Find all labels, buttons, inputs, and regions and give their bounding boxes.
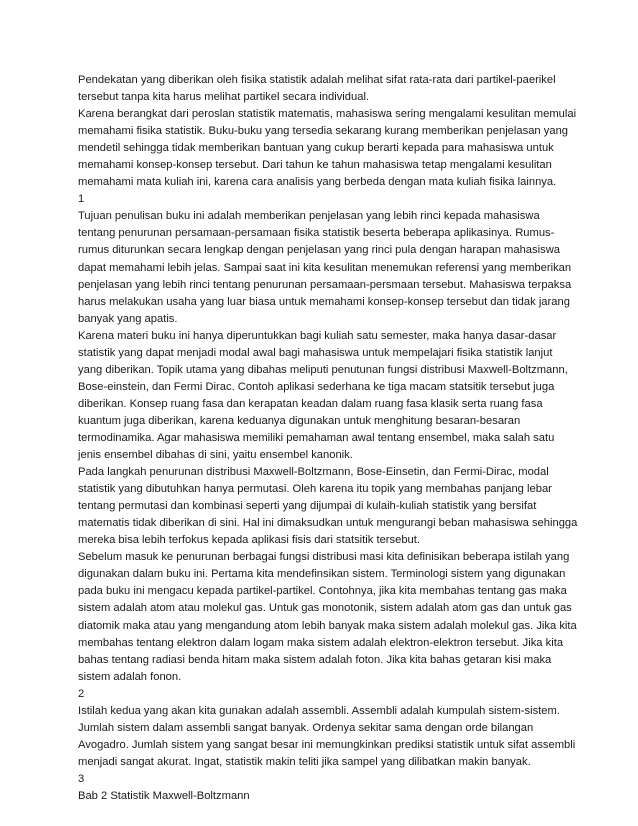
paragraph-purpose: Tujuan penulisan buku ini adalah memberikan penjelasan yang lebih rinci kepada mahasiswa tentang penurunan persamaan-persamaan fisika statistik beserta beberapa aplikasinya. Rumus-rumus diturunkan secara lengkap dengan penjelasan yang rinci pula dengan harapan mahasiswa dapat memahami lebih jelas. Sampai saat ini kita kesulitan menemukan referensi yang memberikan penjelasan yang lebih rinci tentang penurunan persamaan-persmaan tersebut. Mahasiswa terpaksa harus melakukan usaha yang luar biasa untuk memahami konsep-konsep tersebut dan tidak jarang banyak yang apatis. xyxy=(78,210,572,325)
paragraph-permutation: Pada langkah penurunan distribusi Maxwell-Boltzmann, Bose-Einsetin, dan Fermi-Dirac, modal statistik yang dibutuhkan hanya permutasi. Oleh karena itu topik yang membahas panjang lebar tentang permutasi dan kombinasi seperti yang dijumpai di kulaih-kuliah statistik yang bersifat matematis tidak diberikan di sini. Hal ini dimaksudkan untuk mengurangi beban mahasiswa sehingga mereka bisa lebih terfokus kepada aplikasi fisis dari statsitik tersebut. xyxy=(78,466,578,547)
page-number-1: 1 xyxy=(78,193,85,206)
chapter-heading: Bab 2 Statistik Maxwell-Boltzmann xyxy=(78,789,250,802)
paragraph-intro: Pendekatan yang diberikan oleh fisika statistik adalah melihat sifat rata-rata dari partikel-paerikel tersebut tanpa kita harus melihat partikel secara individual. xyxy=(78,74,556,104)
page-number-3: 3 xyxy=(78,772,85,785)
paragraph-system-definition: Sebelum masuk ke penurunan berbagai fungsi distribusi masi kita definisikan beberapa istilah yang digunakan dalam buku ini. Pertama kita mendefinsikan sistem. Terminologi sistem yang digunakan pada buku ini mengacu kepada partikel-partikel. Contohnya, jika kita membahas tentang gas maka sistem adalah atom atau molekul gas. Untuk gas monotonik, sistem adalah atom gas dan untuk gas diatomik maka atau yang mengandung atom lebih banyak maka sistem adalah molekul gas. Jika kita membahas tentang elektron dalam logam maka sistem adalah elektron-elektron tersebut. Jika kita bahas tentang radiasi benda hitam maka sistem adalah foton. Jika kita bahas getaran kisi maka sistem adalah fonon. xyxy=(78,551,577,683)
page-number-2: 2 xyxy=(78,687,85,700)
paragraph-difficulty: Karena berangkat dari peroslan statistik matematis, mahasiswa sering mengalami kesulitan memulai memahami fisika statistik. Buku-buku yang tersedia sekarang kurang memberikan penjelasan yang mendetil sehingga tidak memberikan bantuan yang cukup berarti kepada para mahasiswa untuk memahami konsep-konsep tersebut. Dari tahun ke tahun mahasiswa tetap mengalami kesulitan memahami mata kuliah ini, karena cara analisis yang berbeda dengan mata kuliah fisika lainnya. xyxy=(78,108,577,189)
paragraph-assembly: Istilah kedua yang akan kita gunakan adalah assembli. Assembli adalah kumpulah sistem-sistem. Jumlah sistem dalam assembli sangat banyak. Ordenya sekitar sama dengan orde bilangan Avogadro. Jumlah sistem yang sangat besar ini memungkinkan prediksi statistik untuk sifat assembli menjadi sangat akurat. Ingat, statistik makin teliti jika sampel yang dilibatkan makin banyak. xyxy=(78,704,576,768)
paragraph-scope: Karena materi buku ini hanya diperuntukkan bagi kuliah satu semester, maka hanya dasar-dasar statistik yang dapat menjadi modal awal bagi mahasiswa untuk mempelajari fisika statistik lanjut yang diberikan. Topik utama yang dibahas meliputi penutunan fungsi distribusi Maxwell-Boltzmann, Bose-einstein, dan Fermi Dirac. Contoh aplikasi sederhana ke tiga macam statsitik tersebut juga diberikan. Konsep ruang fasa dan kerapatan keadan dalam ruang fasa klasik serta ruang fasa kuantum juga diberikan, karena keduanya digunakan untuk menghitung besaran-besaran termodinamika. Agar mahasiswa memiliki pemahaman awal tentang ensembel, maka salah satu jenis ensembel dibahas di sini, yaitu ensembel kanonik. xyxy=(78,329,568,462)
